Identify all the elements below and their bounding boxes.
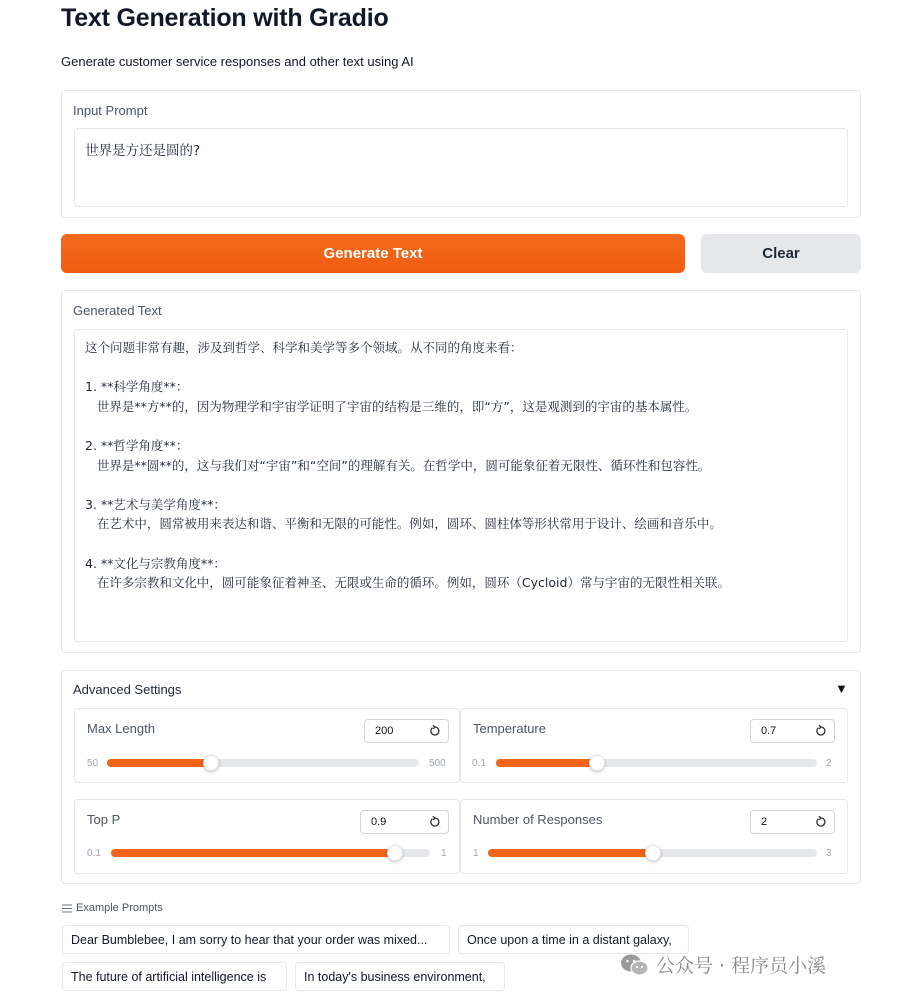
temperature-input[interactable]: 0.7 [750,719,808,743]
top-p-fill [111,849,395,857]
generated-line: 4. **文化与宗教角度**： [85,555,226,571]
generated-line [85,475,837,495]
watermark [620,951,826,978]
top-p-label: Top P [87,812,121,827]
example-prompts-text: Example Prompts [76,902,163,914]
example-prompt-chip[interactable]: Dear Bumblebee, I am sorry to hear that your order was mixed... [62,925,450,954]
max-length-label: Max Length [87,721,155,736]
top-p-thumb[interactable] [387,845,403,861]
num-responses-reset-button[interactable] [807,810,835,834]
top-p-min: 0.1 [87,848,101,859]
page-subtitle: Generate customer service responses and other text using AI [61,54,414,69]
page-title: Text Generation with Gradio [61,4,389,32]
temperature-fill [496,759,597,767]
generated-line: 在艺术中，圆常被用来表达和谐、平衡和无限的可能性。例如，圆环、圆柱体等形状常用于设计、绘画和音乐中。 [85,516,722,532]
num-responses-label: Number of Responses [473,812,603,827]
num-responses-fill [488,849,653,857]
example-prompt-chip[interactable]: In today's business environment, [295,962,505,991]
generated-line: 在许多宗教和文化中，圆可能象征着神圣、无限或生命的循环。例如，圆环（Cycloid）常与宇宙的无限性相关联。 [85,575,730,591]
reset-icon [429,725,441,737]
generate-text-button[interactable]: Generate Text [61,234,685,273]
wechat-icon [620,953,650,977]
temperature-track[interactable] [496,759,817,767]
temperature-min: 0.1 [472,758,486,769]
generated-line: 2. **哲学角度**： [85,437,189,453]
generated-line [85,416,837,436]
top-p-max: 1 [441,848,447,859]
num-responses-track[interactable] [488,849,817,857]
temperature-reset-button[interactable] [807,719,835,743]
max-length-track[interactable] [107,759,419,767]
generated-text-label: Generated Text [73,303,162,318]
advanced-settings-toggle[interactable]: Advanced Settings [73,682,182,697]
max-length-input[interactable]: 200 [364,719,422,743]
clear-button[interactable]: Clear [701,234,861,273]
generated-line: 1. **科学角度**： [85,379,189,395]
reset-icon [429,816,441,828]
max-length-min: 50 [87,758,99,769]
list-icon [62,904,72,913]
top-p-track[interactable] [111,849,430,857]
num-responses-max: 3 [826,848,832,859]
generated-line: 世界是**方**的，因为物理学和宇宙学证明了宇宙的结构是三维的，即“方”，这是观测到的宇宙的基本属性。 [85,398,698,414]
num-responses-input[interactable]: 2 [750,810,808,834]
temperature-label: Temperature [473,721,546,736]
watermark-text: 公众号 · 程序员小溪 [656,955,827,977]
example-prompts-label [62,902,163,914]
max-length-thumb[interactable] [203,755,219,771]
generated-line: 世界是**圆**的，这与我们对“宇宙”和“空间”的理解有关。在哲学中，圆可能象征着无限性、循环性和包容性。 [85,457,711,473]
generated-text-area[interactable] [74,329,848,642]
generated-line: 这个问题非常有趣，涉及到哲学、科学和美学等多个领域。从不同的角度来看： [85,340,523,355]
top-p-input[interactable]: 0.9 [360,810,422,834]
max-length-reset-button[interactable] [421,719,449,743]
top-p-reset-button[interactable] [421,810,449,834]
example-prompt-chip[interactable]: Once upon a time in a distant galaxy, [458,925,689,954]
input-prompt-textarea[interactable]: 世界是方还是圆的? [74,128,848,207]
max-length-fill [107,759,211,767]
caret-down-icon[interactable]: ▼ [835,681,848,696]
num-responses-min: 1 [473,848,479,859]
example-prompt-chip[interactable]: The future of artificial intelligence is [62,962,287,991]
generated-line: 3. **艺术与美学角度**： [85,496,226,512]
reset-icon [815,816,827,828]
generated-line [85,358,837,378]
input-prompt-label: Input Prompt [73,103,148,118]
generated-line [85,534,837,554]
num-responses-thumb[interactable] [645,845,661,861]
reset-icon [815,725,827,737]
temperature-max: 2 [826,758,832,769]
max-length-max: 500 [429,758,446,769]
